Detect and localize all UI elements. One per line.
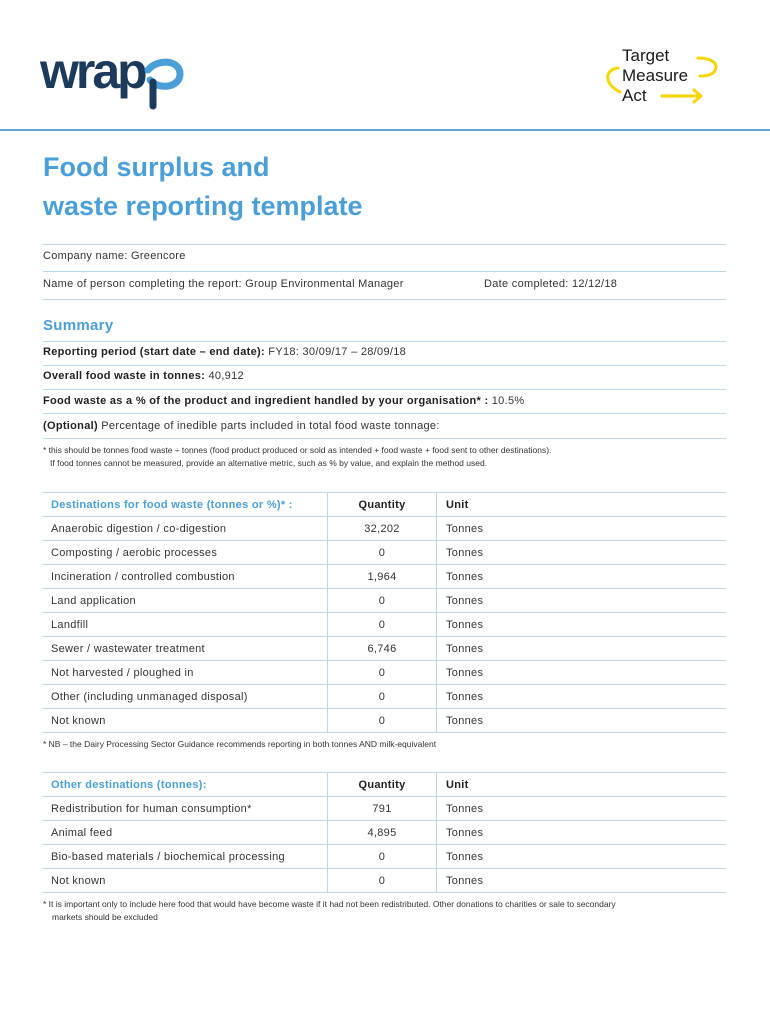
summary-footnote-line-2: If food tonnes cannot be measured, provide an alternative metric, such as % by value, and explain the method used.	[50, 458, 488, 468]
table-header-row	[43, 773, 726, 797]
destination-unit: Tonnes	[437, 661, 727, 685]
destination-unit: Tonnes	[437, 709, 727, 733]
destination-name: Land application	[43, 589, 328, 613]
other-destinations-footnote	[43, 898, 616, 924]
destination-quantity: 0	[328, 685, 437, 709]
person-value: Group Environmental Manager	[245, 278, 404, 290]
destination-unit: Tonnes	[437, 845, 727, 869]
destination-name: Animal feed	[43, 821, 328, 845]
destination-name: Composting / aerobic processes	[43, 541, 328, 565]
overall-waste-label: Overall food waste in tonnes:	[43, 370, 206, 382]
destination-name: Not harvested / ploughed in	[43, 661, 328, 685]
destination-name: Sewer / wastewater treatment	[43, 637, 328, 661]
summary-footnote-line-1: * this should be tonnes food waste ÷ tonnes (food product produced or sold as intended + food waste + food sent to other destinations).	[43, 445, 552, 455]
other-destinations-header: Other destinations (tonnes):	[43, 773, 328, 797]
title-line-2: waste reporting template	[43, 191, 363, 221]
wrap-logo-text: wrap	[40, 44, 145, 99]
unit-header: Unit	[437, 493, 727, 517]
table-row	[43, 869, 726, 893]
destination-name: Other (including unmanaged disposal)	[43, 685, 328, 709]
summary-footnote	[43, 444, 551, 470]
company-name-label: Company name:	[43, 250, 128, 262]
divider	[43, 365, 726, 366]
destination-unit: Tonnes	[437, 589, 727, 613]
table-row	[43, 565, 726, 589]
date-label: Date completed:	[484, 278, 569, 290]
divider	[43, 341, 726, 342]
destination-quantity: 0	[328, 613, 437, 637]
page-header	[0, 0, 770, 130]
overall-waste-value: 40,912	[208, 370, 244, 382]
other-destinations-table	[43, 772, 726, 893]
destination-name: Anaerobic digestion / co-digestion	[43, 517, 328, 541]
header-divider	[0, 129, 770, 131]
table-row	[43, 709, 726, 733]
wrap-logo	[40, 44, 190, 110]
divider	[43, 299, 726, 300]
destination-quantity: 32,202	[328, 517, 437, 541]
destination-quantity: 1,964	[328, 565, 437, 589]
destination-unit: Tonnes	[437, 637, 727, 661]
company-name-line	[43, 250, 186, 262]
destination-quantity: 791	[328, 797, 437, 821]
table-row	[43, 797, 726, 821]
reporting-period-label: Reporting period (start date – end date):	[43, 346, 265, 358]
unit-header: Unit	[437, 773, 727, 797]
destination-unit: Tonnes	[437, 821, 727, 845]
table-header-row	[43, 493, 726, 517]
title-line-1: Food surplus and	[43, 152, 270, 182]
table-row	[43, 845, 726, 869]
destination-quantity: 0	[328, 589, 437, 613]
destination-unit: Tonnes	[437, 613, 727, 637]
destination-name: Bio-based materials / biochemical processing	[43, 845, 328, 869]
tma-logo-text	[622, 46, 688, 106]
optional-line	[43, 420, 440, 432]
destination-quantity: 0	[328, 709, 437, 733]
destination-quantity: 6,746	[328, 637, 437, 661]
reporting-period-value: FY18: 30/09/17 – 28/09/18	[268, 346, 407, 358]
reporting-period-line	[43, 346, 406, 358]
destination-unit: Tonnes	[437, 685, 727, 709]
optional-value: Percentage of inedible parts included in total food waste tonnage:	[101, 420, 440, 432]
quantity-header: Quantity	[328, 773, 437, 797]
divider	[43, 413, 726, 414]
date-value: 12/12/18	[571, 278, 618, 290]
overall-waste-line	[43, 370, 244, 382]
summary-heading: Summary	[43, 317, 114, 334]
destinations-table	[43, 492, 726, 733]
person-line	[43, 278, 404, 290]
destination-name: Landfill	[43, 613, 328, 637]
destination-unit: Tonnes	[437, 541, 727, 565]
date-completed-line	[484, 278, 617, 290]
divider	[43, 389, 726, 390]
table-row	[43, 517, 726, 541]
divider	[43, 438, 726, 439]
tma-act: Act	[622, 86, 647, 105]
other-footnote-line-2: markets should be excluded	[52, 912, 158, 922]
destinations-footnote: * NB – the Dairy Processing Sector Guidance recommends reporting in both tonnes AND milk-equivalent	[43, 739, 437, 749]
destinations-header: Destinations for food waste (tonnes or %)* :	[43, 493, 328, 517]
page-title	[43, 148, 363, 226]
tma-measure: Measure	[622, 66, 689, 85]
table-row	[43, 613, 726, 637]
table-row	[43, 685, 726, 709]
table-row	[43, 637, 726, 661]
destination-unit: Tonnes	[437, 565, 727, 589]
table-row	[43, 541, 726, 565]
destination-unit: Tonnes	[437, 797, 727, 821]
quantity-header: Quantity	[328, 493, 437, 517]
waste-percent-label: Food waste as a % of the product and ingredient handled by your organisation* :	[43, 395, 489, 407]
table-row	[43, 661, 726, 685]
tma-target: Target	[622, 46, 670, 65]
waste-percent-value: 10.5%	[491, 395, 525, 407]
divider	[43, 244, 726, 245]
destination-unit: Tonnes	[437, 869, 727, 893]
destination-unit: Tonnes	[437, 517, 727, 541]
destination-quantity: 0	[328, 541, 437, 565]
table-row	[43, 821, 726, 845]
destination-name: Not known	[43, 869, 328, 893]
divider	[43, 271, 726, 272]
waste-percent-line	[43, 395, 524, 407]
destination-quantity: 0	[328, 869, 437, 893]
destination-quantity: 0	[328, 661, 437, 685]
destination-quantity: 0	[328, 845, 437, 869]
company-name-value: Greencore	[130, 250, 186, 262]
table-row	[43, 589, 726, 613]
destination-name: Incineration / controlled combustion	[43, 565, 328, 589]
destination-name: Redistribution for human consumption*	[43, 797, 328, 821]
optional-label: (Optional)	[43, 420, 98, 432]
person-label: Name of person completing the report:	[43, 278, 242, 290]
destination-quantity: 4,895	[328, 821, 437, 845]
destination-name: Not known	[43, 709, 328, 733]
other-footnote-line-1: * It is important only to include here food that would have become waste if it had not been redistributed. Other donations to charities or sale to secondary	[43, 899, 616, 909]
